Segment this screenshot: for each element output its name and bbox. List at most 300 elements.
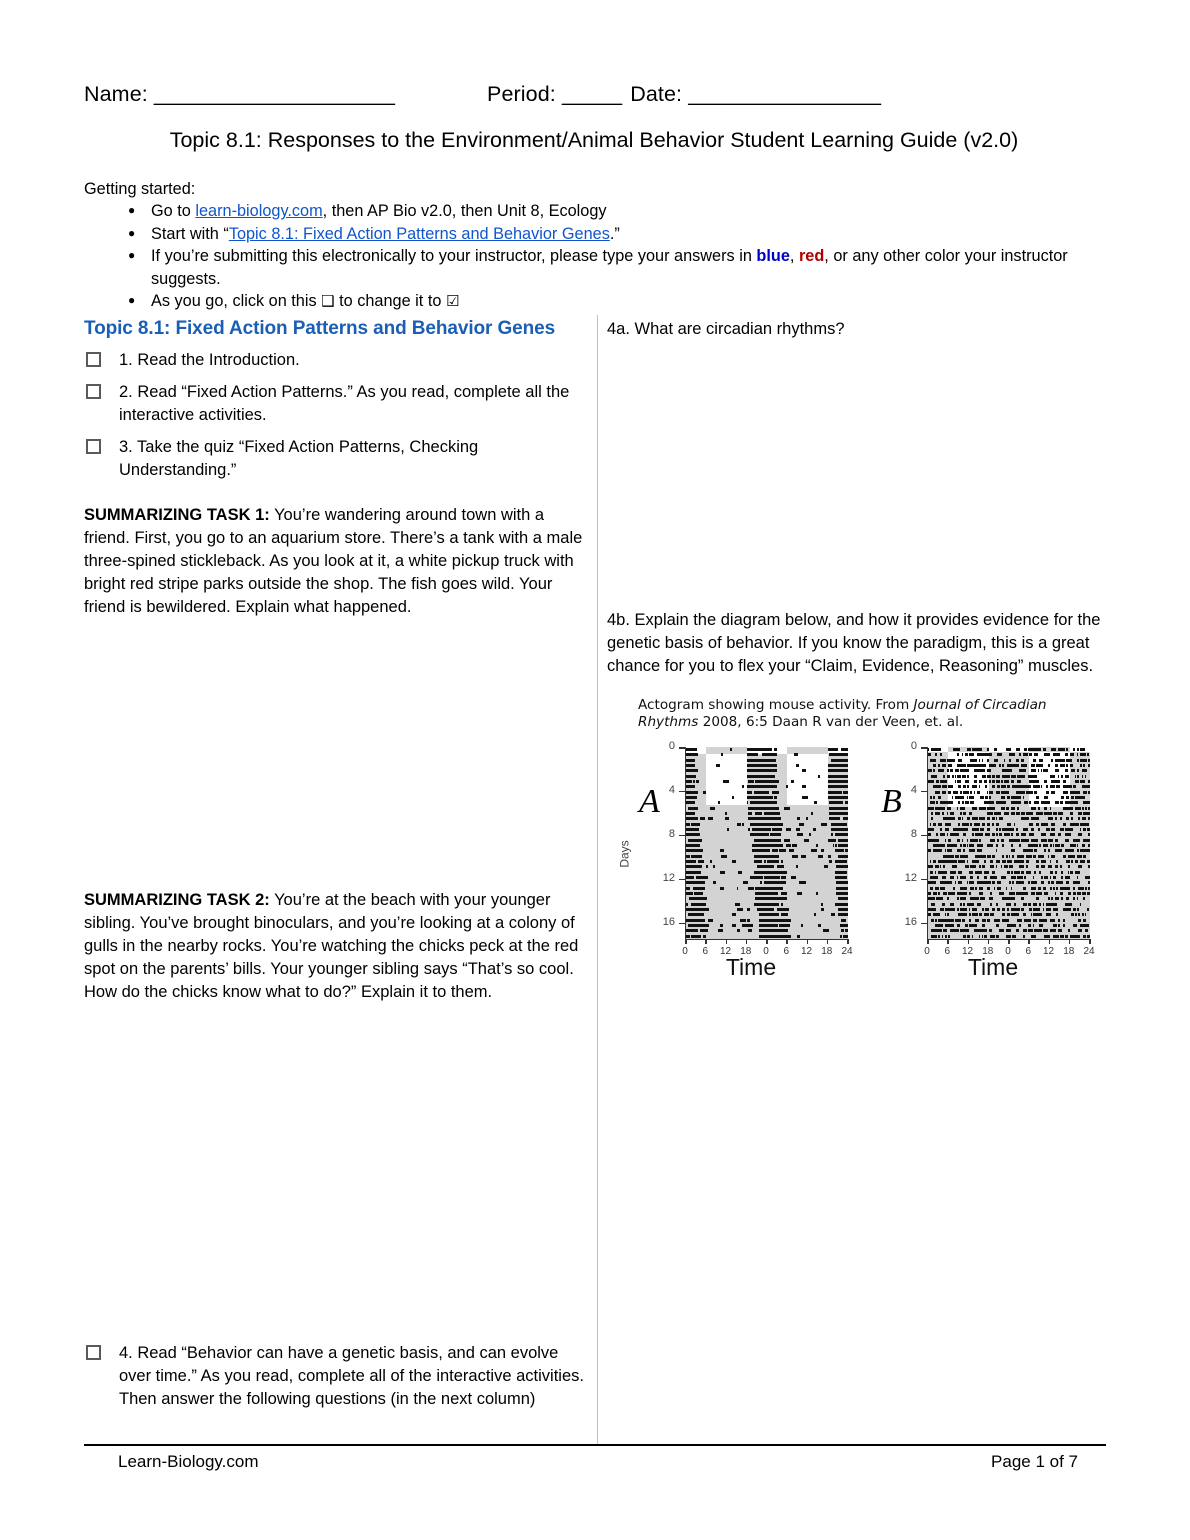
activity-bout xyxy=(960,903,962,906)
activity-bout xyxy=(1066,764,1068,767)
list-item xyxy=(84,290,1104,313)
activity-bout xyxy=(1041,876,1043,879)
activity-bout xyxy=(845,823,848,826)
activity-bout xyxy=(942,769,945,772)
activity-bout xyxy=(933,759,936,762)
activity-bout xyxy=(1002,908,1005,911)
activity-bout xyxy=(931,903,934,906)
activity-bout xyxy=(935,919,937,922)
activity-bout xyxy=(1002,876,1006,879)
activity-bout xyxy=(1034,753,1037,756)
activity-bout xyxy=(1050,913,1051,916)
activity-bout xyxy=(796,865,799,868)
activity-bout xyxy=(958,823,960,826)
activity-bout xyxy=(982,807,986,810)
activity-bout xyxy=(1016,871,1020,874)
activity-bout xyxy=(1080,887,1084,890)
activity-bout xyxy=(1077,908,1080,911)
activity-bout xyxy=(1001,865,1003,868)
activity-bout xyxy=(1036,881,1037,884)
activity-bout xyxy=(1048,881,1051,884)
activity-bout xyxy=(987,759,989,762)
activity-bout xyxy=(952,796,953,799)
activity-bout xyxy=(1048,935,1050,938)
activity-bout xyxy=(965,924,968,927)
activity-bout xyxy=(942,887,946,890)
date-field-label[interactable]: Date: ________________ xyxy=(630,82,882,106)
activity-bout xyxy=(975,924,976,927)
checkbox-icon[interactable] xyxy=(86,439,101,454)
activity-bout xyxy=(982,897,985,900)
activity-bout xyxy=(701,897,707,900)
activity-bout xyxy=(982,828,984,831)
activity-bout xyxy=(701,881,704,884)
activity-bout xyxy=(1029,801,1030,804)
activity-bout xyxy=(1036,823,1039,826)
activity-bout xyxy=(955,833,959,836)
activity-bout xyxy=(738,908,743,911)
activity-bout xyxy=(930,823,931,826)
activity-bout xyxy=(1036,785,1040,788)
activity-bout xyxy=(718,929,723,932)
activity-bout xyxy=(1016,913,1019,916)
activity-bout xyxy=(1007,908,1009,911)
activity-bout xyxy=(703,908,709,911)
activity-bout xyxy=(999,812,1000,815)
activity-bout xyxy=(693,791,698,794)
activity-bout xyxy=(1068,865,1069,868)
activity-bout xyxy=(1034,844,1038,847)
panel-a-plot xyxy=(685,747,848,940)
activity-bout xyxy=(767,807,770,810)
activity-bout xyxy=(1038,807,1040,810)
activity-bout xyxy=(952,871,956,874)
checklist-item-3[interactable] xyxy=(84,436,584,482)
activity-bout xyxy=(786,839,788,842)
activity-bout xyxy=(1021,876,1023,879)
activity-bout xyxy=(992,839,995,842)
activity-bout xyxy=(1088,860,1090,863)
checkbox-icon[interactable] xyxy=(86,1345,101,1360)
activity-bout xyxy=(1075,780,1079,783)
activity-bout xyxy=(933,935,937,938)
activity-bout xyxy=(1060,892,1063,895)
activity-bout xyxy=(1017,764,1019,767)
activity-bout xyxy=(952,924,954,927)
activity-bout xyxy=(990,844,992,847)
activity-bout xyxy=(933,823,936,826)
activity-bout xyxy=(987,817,990,820)
activity-bout xyxy=(1011,887,1012,890)
activity-bout xyxy=(1088,791,1089,794)
y-tick-mark xyxy=(679,747,685,749)
activity-bout xyxy=(786,935,792,938)
x-tick-label: 12 xyxy=(961,946,974,957)
activity-bout xyxy=(1033,876,1034,879)
activity-bout xyxy=(1004,769,1007,772)
activity-bout xyxy=(999,908,1001,911)
activity-bout xyxy=(962,753,964,756)
y-tick-label: 12 xyxy=(904,871,917,884)
activity-bout xyxy=(1078,791,1080,794)
activity-bout xyxy=(797,817,799,820)
activity-bout xyxy=(1088,892,1090,895)
activity-bout xyxy=(710,817,713,820)
activity-bout xyxy=(945,828,949,831)
activity-bout xyxy=(846,849,848,852)
activity-bout xyxy=(945,929,948,932)
activity-bout xyxy=(1061,935,1062,938)
activity-bout xyxy=(802,785,806,788)
activity-bout xyxy=(936,887,938,890)
activity-bout xyxy=(1061,876,1063,879)
activity-bout xyxy=(938,823,942,826)
activity-bout xyxy=(1083,817,1086,820)
activity-bout xyxy=(1021,919,1022,922)
activity-bout xyxy=(960,791,962,794)
activity-bout xyxy=(1036,801,1039,804)
activity-bout xyxy=(1038,780,1039,783)
activity-bout xyxy=(933,828,934,831)
activity-bout xyxy=(1055,817,1057,820)
x-tick-mark xyxy=(968,939,970,944)
activity-bout xyxy=(792,855,798,858)
activity-bout xyxy=(1077,769,1080,772)
activity-bout xyxy=(1075,801,1078,804)
activity-bout xyxy=(1065,935,1069,938)
activity-bout xyxy=(987,871,989,874)
y-tick-label: 8 xyxy=(668,827,675,840)
activity-bout xyxy=(969,892,971,895)
activity-bout xyxy=(990,903,991,906)
activity-bout xyxy=(943,807,944,810)
activity-bout xyxy=(791,876,796,879)
bullet3-mid: , xyxy=(789,247,799,265)
activity-bout xyxy=(802,796,808,799)
activity-bout xyxy=(970,791,972,794)
activity-bout xyxy=(933,780,934,783)
activity-bout xyxy=(777,913,779,916)
activity-bout xyxy=(1012,881,1014,884)
activity-bout xyxy=(982,817,985,820)
x-tick-label: 18 xyxy=(821,946,833,957)
panel-b-letter: B xyxy=(881,783,902,820)
activity-bout xyxy=(1070,812,1073,815)
checked-checkbox-icon[interactable]: ☑ xyxy=(445,292,460,310)
activity-bout xyxy=(994,908,995,911)
activity-bout xyxy=(970,903,974,906)
activity-bout xyxy=(989,796,991,799)
activity-bout xyxy=(931,919,933,922)
activity-bout xyxy=(1077,876,1079,879)
activity-bout xyxy=(1065,855,1067,858)
activity-bout xyxy=(1060,881,1063,884)
activity-bout xyxy=(1044,807,1047,810)
list-item xyxy=(84,223,1104,246)
activity-bout xyxy=(1026,764,1027,767)
activity-bout xyxy=(950,876,954,879)
activity-bout xyxy=(958,881,962,884)
activity-bout xyxy=(962,796,964,799)
activity-bout xyxy=(980,892,983,895)
activity-bout xyxy=(1055,748,1057,751)
activity-bout xyxy=(948,935,950,938)
checkbox-icon[interactable] xyxy=(86,352,101,367)
activity-bout xyxy=(1029,785,1030,788)
activity-bout xyxy=(1075,785,1076,788)
activity-bout xyxy=(960,844,962,847)
activity-bout xyxy=(748,887,753,890)
activity-bout xyxy=(1036,860,1039,863)
activity-bout xyxy=(846,769,848,772)
activity-bout xyxy=(996,903,998,906)
activity-bout xyxy=(1011,780,1015,783)
activity-bout xyxy=(843,812,848,815)
activity-bout xyxy=(748,828,750,831)
checkbox-icon[interactable] xyxy=(86,384,101,399)
x-tick-mark xyxy=(1089,939,1091,944)
topic-81-link[interactable]: Topic 8.1: Fixed Action Patterns and Behavior Genes xyxy=(228,224,610,243)
y-tick-mark xyxy=(921,835,927,837)
activity-bout xyxy=(990,801,993,804)
activity-bout xyxy=(989,919,990,922)
activity-bout xyxy=(774,748,778,751)
activity-bout xyxy=(801,855,806,858)
activity-bout xyxy=(1036,796,1039,799)
red-word: red xyxy=(798,247,825,265)
activity-bout xyxy=(1016,759,1020,762)
activity-bout xyxy=(1058,833,1061,836)
empty-checkbox-icon[interactable]: ❑ xyxy=(321,292,335,310)
activity-bout xyxy=(958,817,960,820)
learn-biology-link[interactable]: learn-biology.com xyxy=(195,202,323,220)
activity-bout xyxy=(693,769,698,772)
activity-bout xyxy=(698,855,702,858)
activity-bout xyxy=(1029,919,1031,922)
activity-bout xyxy=(694,807,697,810)
checklist-item-1[interactable] xyxy=(84,349,584,372)
activity-bout xyxy=(767,833,769,836)
activity-bout xyxy=(1006,833,1010,836)
activity-bout xyxy=(760,876,763,879)
activity-bout xyxy=(696,833,700,836)
period-field-label[interactable]: Period: _____ xyxy=(487,82,623,106)
activity-bout xyxy=(1073,748,1074,751)
activity-bout xyxy=(1009,748,1011,751)
checklist-item-4[interactable] xyxy=(84,1342,584,1411)
activity-bout xyxy=(846,801,848,804)
activity-bout xyxy=(1031,812,1033,815)
activity-bout xyxy=(979,935,981,938)
footer-page-number: Page 1 of 7 xyxy=(991,1452,1078,1471)
activity-bout xyxy=(797,892,801,895)
activity-bout xyxy=(781,876,787,879)
activity-bout xyxy=(982,908,984,911)
activity-bout xyxy=(940,753,943,756)
activity-bout xyxy=(1043,903,1044,906)
activity-bout xyxy=(794,753,798,756)
activity-bout xyxy=(1056,753,1060,756)
left-column xyxy=(84,318,584,1420)
activity-bout xyxy=(958,839,960,842)
activity-bout xyxy=(829,860,832,863)
activity-bout xyxy=(1019,780,1020,783)
activity-bout xyxy=(1016,833,1019,836)
activity-bout xyxy=(781,865,784,868)
activity-bout xyxy=(1050,860,1051,863)
activity-bout xyxy=(1058,769,1059,772)
y-tick-mark xyxy=(921,879,927,881)
activity-bout xyxy=(1043,881,1044,884)
activity-bout xyxy=(750,812,752,815)
activity-bout xyxy=(1024,876,1025,879)
checklist-item-2[interactable] xyxy=(84,381,584,427)
activity-bout xyxy=(1016,828,1018,831)
dark-phase-shading xyxy=(706,747,747,754)
activity-bout xyxy=(1056,908,1058,911)
bullet2-post: .” xyxy=(609,224,620,243)
activity-bout xyxy=(701,892,703,895)
activity-bout xyxy=(984,865,986,868)
activity-bout xyxy=(947,897,950,900)
activity-bout xyxy=(942,897,944,900)
activity-bout xyxy=(1077,839,1080,842)
activity-bout xyxy=(1061,796,1063,799)
activity-bout xyxy=(952,855,954,858)
activity-bout xyxy=(979,748,983,751)
activity-bout xyxy=(1077,860,1079,863)
activity-bout xyxy=(1060,929,1062,932)
activity-bout xyxy=(974,780,978,783)
activity-bout xyxy=(945,780,947,783)
activity-bout xyxy=(984,876,987,879)
activity-bout xyxy=(720,871,725,874)
activity-bout xyxy=(1050,876,1052,879)
activity-bout xyxy=(720,924,724,927)
activity-bout xyxy=(979,903,981,906)
activity-bout xyxy=(955,881,956,884)
activity-bout xyxy=(732,913,737,916)
activity-bout xyxy=(1029,924,1030,927)
activity-bout xyxy=(774,796,777,799)
activity-bout xyxy=(1071,913,1073,916)
activity-bout xyxy=(1007,903,1010,906)
activity-bout xyxy=(1087,849,1090,852)
activity-bout xyxy=(963,887,967,890)
activity-bout xyxy=(689,780,691,783)
activity-bout xyxy=(1053,919,1055,922)
activity-bout xyxy=(693,785,695,788)
activity-bout xyxy=(970,871,973,874)
activity-bout xyxy=(786,785,788,788)
activity-bout xyxy=(950,791,951,794)
activity-bout xyxy=(1056,844,1060,847)
y-tick-mark xyxy=(921,791,927,793)
activity-bout xyxy=(958,871,962,874)
activity-bout xyxy=(940,828,943,831)
activity-bout xyxy=(930,860,931,863)
x-tick-mark xyxy=(746,939,748,944)
activity-bout xyxy=(1050,817,1053,820)
activity-bout xyxy=(1004,785,1006,788)
activity-bout xyxy=(772,908,774,911)
activity-bout xyxy=(994,807,995,810)
activity-bout xyxy=(1017,839,1018,842)
activity-bout xyxy=(737,887,739,890)
activity-bout xyxy=(698,844,700,847)
activity-bout xyxy=(1016,929,1019,932)
activity-bout xyxy=(952,775,954,778)
activity-bout xyxy=(777,839,780,842)
activity-bout xyxy=(1034,775,1037,778)
activity-bout xyxy=(935,892,936,895)
x-tick-label: 6 xyxy=(944,946,951,957)
activity-bout xyxy=(1070,764,1073,767)
activity-bout xyxy=(984,860,986,863)
activity-bout xyxy=(811,849,817,852)
activity-bout xyxy=(1017,908,1019,911)
activity-bout xyxy=(938,785,940,788)
y-tick-label: 0 xyxy=(910,740,917,752)
activity-bout xyxy=(975,828,979,831)
question-4a: 4a. What are circadian rhythms? xyxy=(607,320,845,338)
activity-bout xyxy=(1061,828,1064,831)
activity-bout xyxy=(1058,924,1060,927)
activity-bout xyxy=(713,881,716,884)
activity-bout xyxy=(775,892,777,895)
activity-bout xyxy=(930,796,933,799)
activity-bout xyxy=(706,865,708,868)
activity-bout xyxy=(846,807,848,810)
activity-bout xyxy=(703,903,706,906)
activity-bout xyxy=(694,860,696,863)
activity-bout xyxy=(1041,865,1045,868)
caption-part-2: 2008, 6:5 Daan R van der Veen, et. al. xyxy=(698,714,964,730)
activity-bout xyxy=(1053,785,1056,788)
activity-bout xyxy=(846,892,848,895)
activity-bout xyxy=(1063,844,1064,847)
activity-bout xyxy=(1012,935,1016,938)
activity-bout xyxy=(945,791,946,794)
name-field-label[interactable]: Name: ____________________ xyxy=(84,82,396,106)
x-tick-label: 18 xyxy=(740,946,752,957)
activity-bout xyxy=(979,849,982,852)
activity-bout xyxy=(1028,817,1029,820)
activity-bout xyxy=(982,855,986,858)
activity-bout xyxy=(1009,759,1011,762)
activity-bout xyxy=(1085,807,1087,810)
activity-bout xyxy=(972,881,974,884)
activity-bout xyxy=(958,801,959,804)
activity-bout xyxy=(1046,844,1048,847)
activity-bout xyxy=(1039,812,1042,815)
activity-bout xyxy=(1043,833,1046,836)
activity-bout xyxy=(963,860,965,863)
activity-bout xyxy=(1087,828,1090,831)
activity-bout xyxy=(1053,828,1055,831)
activity-bout xyxy=(984,780,987,783)
activity-bout xyxy=(1078,935,1080,938)
activity-bout xyxy=(846,753,848,756)
activity-bout xyxy=(1007,935,1011,938)
activity-bout xyxy=(1053,887,1055,890)
activity-bout xyxy=(928,849,931,852)
activity-bout xyxy=(989,769,991,772)
activity-bout xyxy=(928,769,932,772)
activity-bout xyxy=(1012,924,1016,927)
activity-bout xyxy=(1048,764,1050,767)
activity-bout xyxy=(957,753,959,756)
